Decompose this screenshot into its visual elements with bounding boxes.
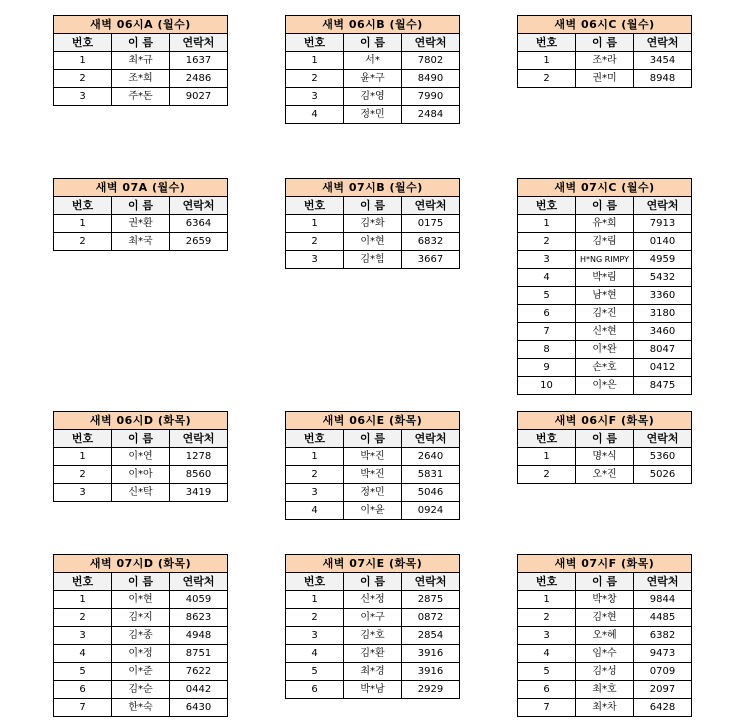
table-row xyxy=(518,215,692,233)
class-title: 새벽 06시E (화목) xyxy=(286,412,460,430)
header-name: 이 름 xyxy=(576,197,634,215)
member-name: 박*림 xyxy=(576,269,634,287)
member-name: 김*현 xyxy=(576,609,634,627)
contact-number: 3916 xyxy=(402,645,460,663)
table-row xyxy=(518,251,692,269)
class-title: 새벽 07시C (월수) xyxy=(518,179,692,197)
contact-number: 1637 xyxy=(170,52,228,70)
class-table xyxy=(53,15,228,106)
row-number: 2 xyxy=(54,70,112,88)
class-table xyxy=(53,178,228,251)
table-row xyxy=(54,699,228,717)
table-title-row xyxy=(286,16,460,34)
table-row xyxy=(518,466,692,484)
contact-number: 4059 xyxy=(170,591,228,609)
class-table xyxy=(517,178,692,395)
table-row xyxy=(518,359,692,377)
table-row xyxy=(286,448,460,466)
member-name: 김*림 xyxy=(576,233,634,251)
row-number: 3 xyxy=(54,484,112,502)
member-name: 정*민 xyxy=(344,484,402,502)
table-row xyxy=(54,215,228,233)
class-title: 새벽 06시C (월수) xyxy=(518,16,692,34)
member-name: 박*남 xyxy=(344,681,402,699)
row-number: 3 xyxy=(286,88,344,106)
class-title: 새벽 06시F (화목) xyxy=(518,412,692,430)
header-number: 번호 xyxy=(286,430,344,448)
table-row xyxy=(54,466,228,484)
member-name: 김*순 xyxy=(112,681,170,699)
row-number: 2 xyxy=(54,233,112,251)
table-title-row xyxy=(286,179,460,197)
row-number: 4 xyxy=(286,645,344,663)
row-number: 1 xyxy=(54,52,112,70)
row-number: 4 xyxy=(286,106,344,124)
contact-number: 5046 xyxy=(402,484,460,502)
member-name: 권*환 xyxy=(112,215,170,233)
row-number: 8 xyxy=(518,341,576,359)
row-number: 5 xyxy=(518,287,576,305)
member-name: 박*진 xyxy=(344,448,402,466)
row-number: 7 xyxy=(518,323,576,341)
table-row xyxy=(286,88,460,106)
table-header-row xyxy=(518,34,692,52)
header-number: 번호 xyxy=(54,573,112,591)
contact-number: 0872 xyxy=(402,609,460,627)
row-number: 3 xyxy=(286,627,344,645)
contact-number: 9844 xyxy=(634,591,692,609)
member-name: 최*규 xyxy=(112,52,170,70)
row-number: 3 xyxy=(518,251,576,269)
table-row xyxy=(54,88,228,106)
header-contact: 연락처 xyxy=(634,34,692,52)
header-number: 번호 xyxy=(286,197,344,215)
contact-number: 3667 xyxy=(402,251,460,269)
header-name: 이 름 xyxy=(576,34,634,52)
header-number: 번호 xyxy=(54,430,112,448)
member-name: 남*현 xyxy=(576,287,634,305)
member-name: 이*현 xyxy=(112,591,170,609)
member-name: 손*호 xyxy=(576,359,634,377)
table-row xyxy=(518,645,692,663)
table-row xyxy=(54,233,228,251)
table-row xyxy=(54,484,228,502)
table-header-row xyxy=(286,197,460,215)
row-number: 1 xyxy=(286,215,344,233)
member-name: H*NG RIMPY xyxy=(576,251,634,269)
table-row xyxy=(518,70,692,88)
table-row xyxy=(518,323,692,341)
contact-number: 9473 xyxy=(634,645,692,663)
member-name: 최*차 xyxy=(576,699,634,717)
row-number: 1 xyxy=(286,52,344,70)
table-row xyxy=(286,627,460,645)
contact-number: 4959 xyxy=(634,251,692,269)
table-row xyxy=(518,699,692,717)
table-row xyxy=(54,70,228,88)
contact-number: 3360 xyxy=(634,287,692,305)
row-number: 7 xyxy=(518,699,576,717)
contact-number: 0709 xyxy=(634,663,692,681)
row-number: 6 xyxy=(286,681,344,699)
table-row xyxy=(54,663,228,681)
contact-number: 6382 xyxy=(634,627,692,645)
table-header-row xyxy=(54,430,228,448)
class-title: 새벽 07시E (화목) xyxy=(286,555,460,573)
table-header-row xyxy=(518,197,692,215)
contact-number: 5831 xyxy=(402,466,460,484)
row-number: 1 xyxy=(54,591,112,609)
header-number: 번호 xyxy=(286,34,344,52)
member-name: 서* xyxy=(344,52,402,70)
contact-number: 3916 xyxy=(402,663,460,681)
row-number: 4 xyxy=(518,269,576,287)
member-name: 이*정 xyxy=(112,645,170,663)
row-number: 6 xyxy=(518,305,576,323)
row-number: 4 xyxy=(286,502,344,520)
member-name: 권*미 xyxy=(576,70,634,88)
table-row xyxy=(286,609,460,627)
member-name: 윤*구 xyxy=(344,70,402,88)
class-table xyxy=(285,411,460,520)
table-title-row xyxy=(54,16,228,34)
header-name: 이 름 xyxy=(344,197,402,215)
table-row xyxy=(286,106,460,124)
row-number: 10 xyxy=(518,377,576,395)
member-name: 최*경 xyxy=(344,663,402,681)
contact-number: 6428 xyxy=(634,699,692,717)
table-row xyxy=(286,70,460,88)
row-number: 3 xyxy=(54,88,112,106)
class-title: 새벽 06시B (월수) xyxy=(286,16,460,34)
row-number: 2 xyxy=(286,466,344,484)
member-name: 신*탁 xyxy=(112,484,170,502)
contact-number: 2486 xyxy=(170,70,228,88)
contact-number: 2854 xyxy=(402,627,460,645)
table-header-row xyxy=(286,573,460,591)
table-title-row xyxy=(54,179,228,197)
member-name: 김*진 xyxy=(576,305,634,323)
member-name: 이*아 xyxy=(112,466,170,484)
member-name: 유*희 xyxy=(576,215,634,233)
contact-number: 8751 xyxy=(170,645,228,663)
row-number: 5 xyxy=(518,663,576,681)
contact-number: 2659 xyxy=(170,233,228,251)
member-name: 명*식 xyxy=(576,448,634,466)
table-row xyxy=(518,591,692,609)
row-number: 1 xyxy=(518,52,576,70)
contact-number: 6832 xyxy=(402,233,460,251)
table-title-row xyxy=(518,179,692,197)
table-row xyxy=(518,663,692,681)
contact-number: 2875 xyxy=(402,591,460,609)
row-number: 2 xyxy=(286,233,344,251)
member-name: 이*은 xyxy=(576,377,634,395)
class-table xyxy=(53,554,228,717)
member-name: 김*환 xyxy=(344,645,402,663)
row-number: 1 xyxy=(518,215,576,233)
header-contact: 연락처 xyxy=(402,430,460,448)
table-header-row xyxy=(518,573,692,591)
contact-number: 5026 xyxy=(634,466,692,484)
contact-number: 2097 xyxy=(634,681,692,699)
member-name: 이*연 xyxy=(112,448,170,466)
table-row xyxy=(518,627,692,645)
table-row xyxy=(518,305,692,323)
table-row xyxy=(518,377,692,395)
contact-number: 7913 xyxy=(634,215,692,233)
member-name: 김*화 xyxy=(344,215,402,233)
row-number: 1 xyxy=(286,591,344,609)
row-number: 2 xyxy=(54,466,112,484)
member-name: 최*호 xyxy=(576,681,634,699)
member-name: 박*진 xyxy=(344,466,402,484)
contact-number: 8490 xyxy=(402,70,460,88)
table-row xyxy=(54,627,228,645)
member-name: 김*성 xyxy=(576,663,634,681)
header-number: 번호 xyxy=(518,573,576,591)
table-row xyxy=(54,52,228,70)
header-contact: 연락처 xyxy=(402,34,460,52)
contact-number: 3180 xyxy=(634,305,692,323)
row-number: 4 xyxy=(54,645,112,663)
row-number: 1 xyxy=(518,448,576,466)
header-contact: 연락처 xyxy=(170,573,228,591)
contact-number: 4948 xyxy=(170,627,228,645)
header-number: 번호 xyxy=(518,430,576,448)
row-number: 9 xyxy=(518,359,576,377)
row-number: 7 xyxy=(54,699,112,717)
class-title: 새벽 07시F (화목) xyxy=(518,555,692,573)
member-name: 김*호 xyxy=(344,627,402,645)
header-name: 이 름 xyxy=(576,430,634,448)
header-contact: 연락처 xyxy=(634,197,692,215)
contact-number: 2929 xyxy=(402,681,460,699)
row-number: 1 xyxy=(518,591,576,609)
contact-number: 6364 xyxy=(170,215,228,233)
member-name: 이*현 xyxy=(344,233,402,251)
table-row xyxy=(518,681,692,699)
contact-number: 8560 xyxy=(170,466,228,484)
row-number: 5 xyxy=(54,663,112,681)
header-name: 이 름 xyxy=(112,197,170,215)
row-number: 2 xyxy=(54,609,112,627)
header-name: 이 름 xyxy=(112,430,170,448)
header-contact: 연락처 xyxy=(634,573,692,591)
member-name: 신*현 xyxy=(576,323,634,341)
member-name: 박*창 xyxy=(576,591,634,609)
member-name: 한*숙 xyxy=(112,699,170,717)
row-number: 2 xyxy=(518,233,576,251)
member-name: 최*국 xyxy=(112,233,170,251)
row-number: 3 xyxy=(286,484,344,502)
header-number: 번호 xyxy=(286,573,344,591)
row-number: 6 xyxy=(518,681,576,699)
table-header-row xyxy=(518,430,692,448)
table-row xyxy=(54,448,228,466)
header-name: 이 름 xyxy=(112,573,170,591)
table-row xyxy=(286,591,460,609)
contact-number: 2484 xyxy=(402,106,460,124)
table-title-row xyxy=(518,16,692,34)
table-title-row xyxy=(518,412,692,430)
row-number: 2 xyxy=(286,609,344,627)
row-number: 2 xyxy=(518,466,576,484)
table-row xyxy=(286,215,460,233)
table-row xyxy=(518,448,692,466)
row-number: 2 xyxy=(286,70,344,88)
contact-number: 0140 xyxy=(634,233,692,251)
class-table xyxy=(517,15,692,88)
header-name: 이 름 xyxy=(576,573,634,591)
contact-number: 0924 xyxy=(402,502,460,520)
header-contact: 연락처 xyxy=(402,197,460,215)
row-number: 3 xyxy=(54,627,112,645)
member-name: 김*영 xyxy=(344,88,402,106)
member-name: 오*진 xyxy=(576,466,634,484)
member-name: 조*희 xyxy=(112,70,170,88)
row-number: 2 xyxy=(518,70,576,88)
member-name: 신*정 xyxy=(344,591,402,609)
contact-number: 0442 xyxy=(170,681,228,699)
table-row xyxy=(286,645,460,663)
member-name: 주*돈 xyxy=(112,88,170,106)
table-header-row xyxy=(286,430,460,448)
class-title: 새벽 06시A (월수) xyxy=(54,16,228,34)
member-name: 이*완 xyxy=(576,341,634,359)
member-name: 이*준 xyxy=(112,663,170,681)
contact-number: 9027 xyxy=(170,88,228,106)
header-number: 번호 xyxy=(518,34,576,52)
table-row xyxy=(286,233,460,251)
class-table xyxy=(285,554,460,699)
contact-number: 0412 xyxy=(634,359,692,377)
contact-number: 3460 xyxy=(634,323,692,341)
member-name: 정*민 xyxy=(344,106,402,124)
contact-number: 7802 xyxy=(402,52,460,70)
class-table xyxy=(517,411,692,484)
header-contact: 연락처 xyxy=(634,430,692,448)
header-name: 이 름 xyxy=(112,34,170,52)
table-row xyxy=(54,681,228,699)
member-name: 김*힘 xyxy=(344,251,402,269)
header-name: 이 름 xyxy=(344,34,402,52)
table-row xyxy=(518,287,692,305)
table-row xyxy=(286,484,460,502)
row-number: 2 xyxy=(518,609,576,627)
table-row xyxy=(518,269,692,287)
header-number: 번호 xyxy=(54,197,112,215)
contact-number: 5432 xyxy=(634,269,692,287)
table-row xyxy=(518,233,692,251)
table-row xyxy=(286,251,460,269)
contact-number: 3419 xyxy=(170,484,228,502)
table-title-row xyxy=(54,555,228,573)
member-name: 오*혜 xyxy=(576,627,634,645)
table-row xyxy=(518,341,692,359)
row-number: 1 xyxy=(286,448,344,466)
contact-number: 7990 xyxy=(402,88,460,106)
table-row xyxy=(286,681,460,699)
table-row xyxy=(286,663,460,681)
table-title-row xyxy=(518,555,692,573)
class-table xyxy=(285,15,460,124)
contact-number: 8948 xyxy=(634,70,692,88)
row-number: 1 xyxy=(54,215,112,233)
contact-number: 5360 xyxy=(634,448,692,466)
class-table xyxy=(517,554,692,717)
header-contact: 연락처 xyxy=(170,34,228,52)
table-title-row xyxy=(54,412,228,430)
header-contact: 연락처 xyxy=(402,573,460,591)
contact-number: 3454 xyxy=(634,52,692,70)
header-name: 이 름 xyxy=(344,430,402,448)
table-header-row xyxy=(54,573,228,591)
row-number: 3 xyxy=(518,627,576,645)
table-row xyxy=(518,52,692,70)
table-row xyxy=(54,645,228,663)
contact-number: 2640 xyxy=(402,448,460,466)
class-title: 새벽 07A (월수) xyxy=(54,179,228,197)
table-row xyxy=(54,591,228,609)
contact-number: 8475 xyxy=(634,377,692,395)
header-contact: 연락처 xyxy=(170,430,228,448)
member-name: 이*윤 xyxy=(344,502,402,520)
class-table xyxy=(285,178,460,269)
row-number: 6 xyxy=(54,681,112,699)
member-name: 김*지 xyxy=(112,609,170,627)
header-name: 이 름 xyxy=(344,573,402,591)
class-title: 새벽 07시D (화목) xyxy=(54,555,228,573)
contact-number: 0175 xyxy=(402,215,460,233)
table-row xyxy=(54,609,228,627)
table-header-row xyxy=(54,34,228,52)
header-contact: 연락처 xyxy=(170,197,228,215)
member-name: 조*라 xyxy=(576,52,634,70)
member-name: 이*구 xyxy=(344,609,402,627)
class-table xyxy=(53,411,228,502)
table-title-row xyxy=(286,555,460,573)
table-title-row xyxy=(286,412,460,430)
table-row xyxy=(518,609,692,627)
contact-number: 8623 xyxy=(170,609,228,627)
table-row xyxy=(286,502,460,520)
table-header-row xyxy=(286,34,460,52)
contact-number: 6430 xyxy=(170,699,228,717)
header-number: 번호 xyxy=(518,197,576,215)
row-number: 5 xyxy=(286,663,344,681)
header-number: 번호 xyxy=(54,34,112,52)
table-row xyxy=(286,52,460,70)
member-name: 임*수 xyxy=(576,645,634,663)
table-header-row xyxy=(54,197,228,215)
class-title: 새벽 07시B (월수) xyxy=(286,179,460,197)
member-name: 김*종 xyxy=(112,627,170,645)
contact-number: 1278 xyxy=(170,448,228,466)
class-title: 새벽 06시D (화목) xyxy=(54,412,228,430)
contact-number: 8047 xyxy=(634,341,692,359)
row-number: 1 xyxy=(54,448,112,466)
table-row xyxy=(286,466,460,484)
contact-number: 4485 xyxy=(634,609,692,627)
row-number: 3 xyxy=(286,251,344,269)
row-number: 4 xyxy=(518,645,576,663)
contact-number: 7622 xyxy=(170,663,228,681)
